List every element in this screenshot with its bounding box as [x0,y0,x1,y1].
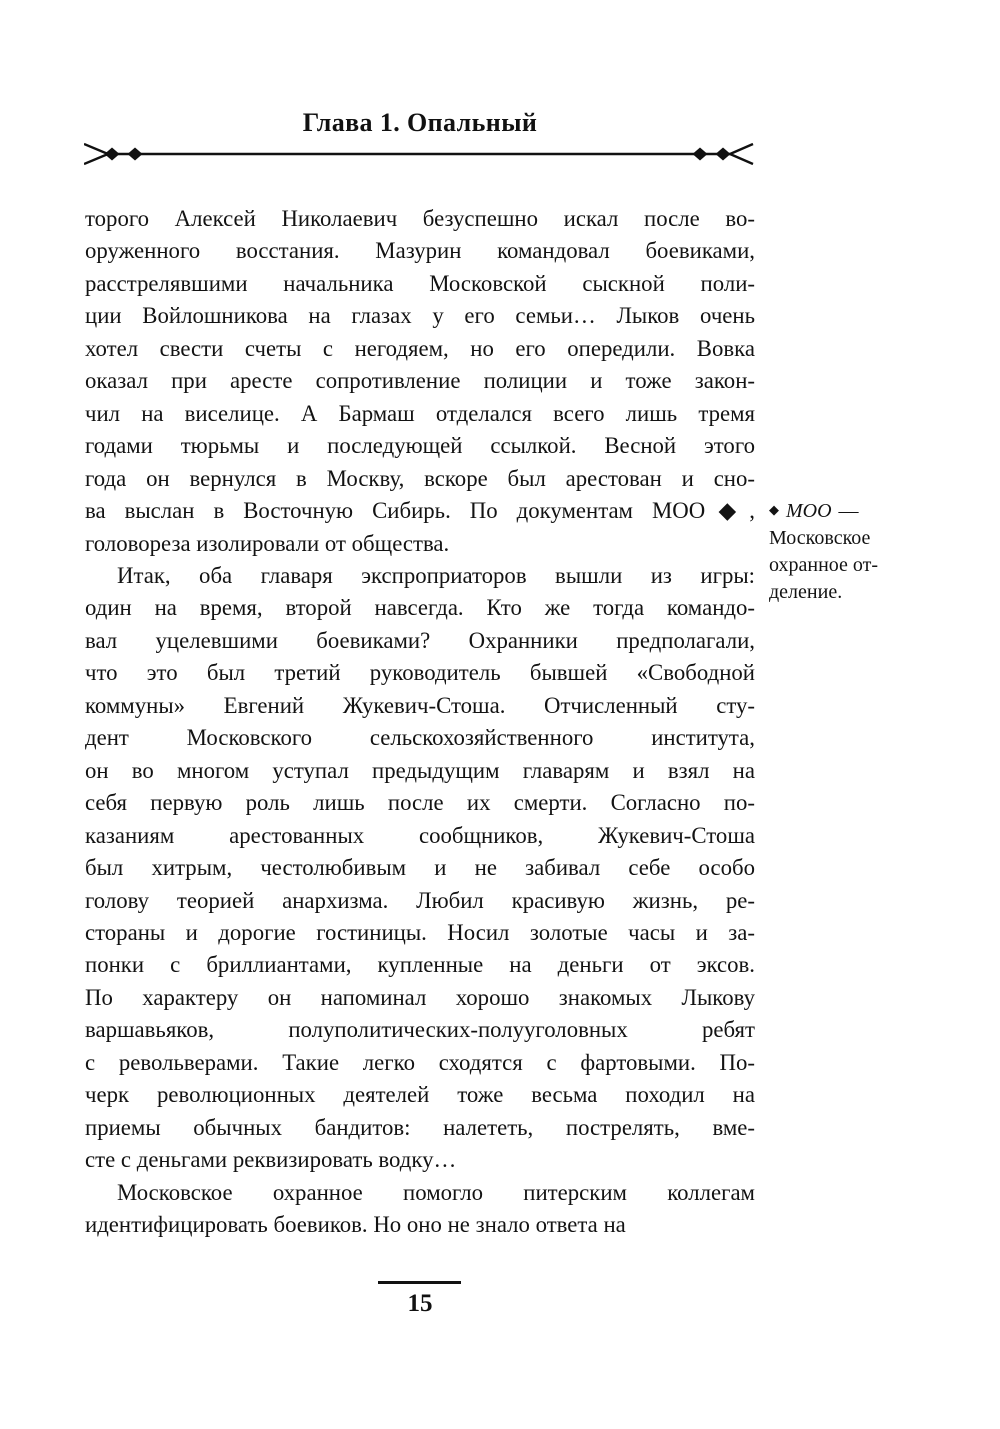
header-ornament-rule [84,141,754,167]
text-line: понки с бриллиантами, купленные на деньги от эксов. [85,952,755,978]
diamond-icon [128,148,143,161]
text-line: Московское охранное помогло питерским коллегам [117,1179,755,1205]
footer-rule [378,1281,461,1284]
text-line: расстрелявшими начальника Московской сыскной поли- [85,270,755,296]
text-line: оказал при аресте сопротивление полиции и тоже закон- [85,368,755,394]
text-line: головореза изолировали от общества. [85,530,450,556]
chapter-title: Глава 1. Опальный [302,108,538,137]
footnote-dash: — [838,500,859,522]
text-line: торого Алексей Николаевич безуспешно искал после во- [85,206,755,231]
body-text [85,203,755,1242]
text-line: хотел свести счеты с негодяем, но его опередили. Вовка [85,335,755,361]
diamond-icon [105,148,120,161]
text-line: Итак, оба главаря экспроприаторов вышли из игры: [117,562,755,588]
text-line: ва выслан в Восточную Сибирь. По документам МОО◆, [85,498,755,524]
text-line: дент Московского сельскохозяйственного института, [85,725,755,751]
text-line: один на время, второй навсегда. Кто же тогда командо- [85,595,755,621]
text-line: голову теорией анархизма. Любил красивую жизнь, ре- [85,887,755,913]
text-line: стораны и дорогие гостиницы. Носил золотые часы и за- [85,919,755,945]
page-number: 15 [407,1290,433,1317]
footnote-line: Московское [769,527,871,549]
text-line: с револьверами. Такие легко сходятся с фартовыми. По- [85,1049,755,1075]
text-line: По характеру он напоминал хорошо знакомых Лыкову [85,984,755,1010]
text-line: что это был третий руководитель бывшей «Свободной [85,660,755,686]
text-line: сте с деньгами реквизировать водку… [85,1147,457,1173]
diamond-icon [716,148,731,161]
text-line: года он вернулся в Москву, вскоре был арестован и сно- [85,465,755,491]
text-line: ции Войлошникова на глазах у его семьи… Лыков очень [85,303,755,329]
text-line: годами тюрьмы и последующей ссылкой. Весной этого [85,433,755,459]
footnote-first-line [769,496,919,525]
diamond-icon [693,148,708,161]
text-line: оруженного восстания. Мазурин командовал боевиками, [85,238,755,264]
footnote-line: охранное от- [769,554,879,576]
text-line: коммуны» Евгений Жукевич-Стоша. Отчисленный сту- [85,692,755,718]
text-line: идентифицировать боевиков. Но оно не знало ответа на [85,1212,626,1238]
margin-footnote [769,496,919,606]
text-line: казаниям арестованных сообщников, Жукевич-Стоша [85,822,755,848]
text-line: чил на виселице. А Бармаш отделался всего лишь тремя [85,400,755,426]
text-line: был хитрым, честолюбивым и не забивал себе особо [85,855,755,881]
footnote-term: МОО [786,500,832,522]
text-line: вал уцелевшими боевиками? Охранники предполагали, [85,627,755,653]
text-line: варшавьяков, полуполитических-полууголовных ребят [85,1017,755,1043]
text-line: приемы обычных бандитов: налететь, пострелять, вме- [85,1114,755,1140]
text-line: черк революционных деятелей тоже весьма походил на [85,1082,755,1108]
text-line: себя первую роль лишь после их смерти. Согласно по- [85,790,755,816]
footnote-line: деление. [769,581,843,603]
footnote-diamond-icon: ◆ [769,502,779,517]
text-line: он во многом уступал предыдущим главарям и взял на [85,757,755,783]
